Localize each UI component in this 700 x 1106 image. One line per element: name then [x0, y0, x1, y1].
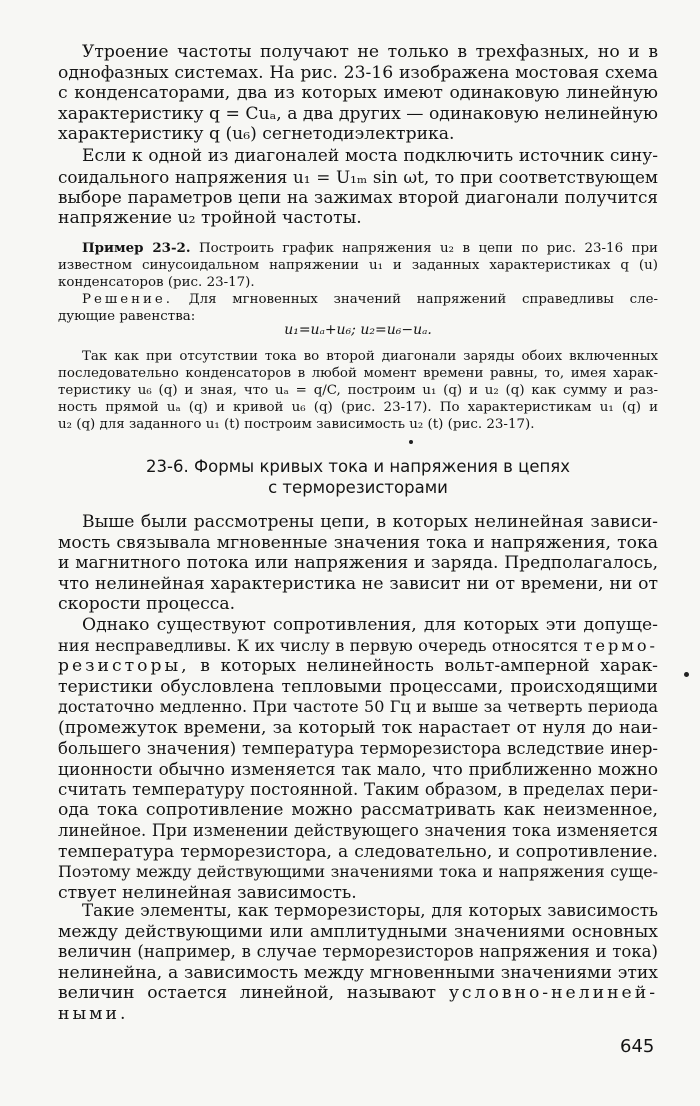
- text-line: последовательно конденсаторов в любой момент времени равны, то, имея харак-: [58, 366, 658, 381]
- text-line: u₂ (q) для заданного u₁ (t) построим зависимость u₂ (t) (рис. 23-17).: [58, 417, 535, 432]
- text-line: достаточно медленно. При частоте 50 Гц и выше за четверть периода: [58, 697, 658, 717]
- emphasis-term: резисторы,: [58, 656, 190, 677]
- section-heading: [58, 456, 658, 498]
- section-heading-line-1: 23-6. Формы кривых тока и напряжения в цепях: [146, 457, 570, 476]
- text-line: Утроение частоты получают не только в трехфазных, но и в: [82, 42, 658, 62]
- text-line: ствует нелинейная зависимость.: [58, 882, 357, 903]
- text-line: однофазных системах. На рис. 23-16 изображена мостовая схема: [58, 62, 658, 83]
- solution-label: Решение.: [82, 292, 174, 307]
- paragraph-2: [58, 146, 658, 228]
- example-block: [58, 240, 658, 291]
- text-line: [58, 240, 658, 257]
- text-line: [58, 656, 658, 677]
- page-number: 645: [620, 1036, 655, 1057]
- text-line: Такие элементы, как терморезисторы, для которых зависимость: [82, 901, 658, 920]
- paragraph-1: [58, 42, 658, 145]
- print-dot: [409, 440, 413, 444]
- text-line: дующие равенства:: [58, 309, 196, 324]
- text-line: ода тока сопротивление можно рассматривать как неизменное,: [58, 800, 658, 821]
- example-text: Построить график напряжения u₂ в цепи по рис. 23-16 при: [198, 241, 658, 256]
- text-line: известном синусоидальном напряжении u₁ и заданных характеристиках q (u): [58, 258, 658, 273]
- text-line: линейное. При изменении действующего значения тока изменяется: [58, 820, 658, 840]
- text-line: величин (например, в случае терморезисторов напряжения и тока): [58, 942, 658, 962]
- print-dot: [684, 672, 689, 677]
- paragraph-3: [58, 348, 658, 433]
- text-span: величин остается линейной, называют: [58, 983, 437, 1004]
- text-line: ционности обычно изменяется так мало, что приближенно можно: [58, 759, 658, 780]
- text-line: напряжение u₂ тройной частоты.: [58, 207, 362, 228]
- text-span: ния несправедливы. К их числу в первую очередь относятся: [58, 635, 579, 655]
- text-line: Однако существуют сопротивления, для которых эти допуще-: [82, 615, 658, 635]
- emphasis-term: условно-нелиней-: [448, 983, 658, 1004]
- paragraph-6: [58, 901, 658, 1025]
- text-line: считать температуру постоянной. Таким образом, в пределах пери-: [58, 779, 658, 799]
- paragraph-5: [58, 615, 658, 903]
- text-line: большего значения) температура терморезистора вследствие инер-: [58, 738, 658, 758]
- text-line: нелинейна, а зависимость между мгновенными значениями этих: [58, 962, 658, 983]
- text-line: [58, 291, 658, 308]
- text-line: характеристику q = Cuₐ, а два других — одинаковую нелинейную: [58, 103, 658, 124]
- text-line: [58, 636, 658, 657]
- text-span: в которых нелинейность вольт-амперной харак-: [200, 656, 658, 677]
- text-line: теристики обусловлена тепловыми процессами, происходящими: [58, 676, 658, 697]
- text-line: выборе параметров цепи на зажимах второй диагонали получится: [58, 187, 658, 208]
- text-line: между действующими или амплитудными значениями основных: [58, 921, 658, 942]
- text-line: соидального напряжения u₁ = U₁ₘ sin ωt, то при соответствующем: [58, 166, 658, 187]
- text-line: Поэтому между действующими значениями тока и напряжения суще-: [58, 862, 658, 882]
- text-line: температура терморезистора, а следовательно, и сопротивление.: [58, 841, 658, 862]
- text-line: мость связывала мгновенные значения тока и напряжения, тока: [58, 532, 658, 553]
- text-line: Если к одной из диагоналей моста подключить источник сину-: [82, 146, 658, 166]
- paragraph-4: [58, 512, 658, 615]
- solution-block: [58, 291, 658, 325]
- text-line: ными.: [58, 1003, 129, 1024]
- text-line: теристику u₆ (q) и зная, что uₐ = q/C, построим u₁ (q) и u₂ (q) как сумму и раз-: [58, 383, 658, 398]
- equation: u₁=uₐ+u₆; u₂=u₆−uₐ.: [284, 322, 432, 338]
- solution-text: Для мгновенных значений напряжений справедливы сле-: [188, 292, 658, 307]
- text-line: с конденсаторами, два из которых имеют одинаковую линейную: [58, 83, 658, 104]
- text-line: конденсаторов (рис. 23-17).: [58, 275, 255, 290]
- text-line: [58, 983, 658, 1004]
- text-line: и магнитного потока или напряжения и заряда. Предполагалось,: [58, 553, 658, 574]
- emphasis-term: термо-: [583, 635, 658, 655]
- section-heading-line-2: с терморезисторами: [268, 478, 448, 497]
- text-line: Так как при отсутствии тока во второй диагонали заряды обоих включенных: [82, 349, 658, 364]
- text-line: (промежуток времени, за который ток нарастает от нуля до наи-: [58, 717, 658, 738]
- text-line: ность прямой uₐ (q) и кривой u₆ (q) (рис. 23-17). По характеристикам u₁ (q) и: [58, 400, 658, 415]
- text-line: что нелинейная характеристика не зависит ни от времени, ни от: [58, 573, 658, 594]
- text-line: Выше были рассмотрены цепи, в которых нелинейная зависи-: [82, 512, 658, 532]
- text-line: характеристику q (u₆) сегнетодиэлектрика.: [58, 124, 455, 145]
- text-line: скорости процесса.: [58, 594, 236, 615]
- example-label: Пример 23-2.: [82, 240, 191, 256]
